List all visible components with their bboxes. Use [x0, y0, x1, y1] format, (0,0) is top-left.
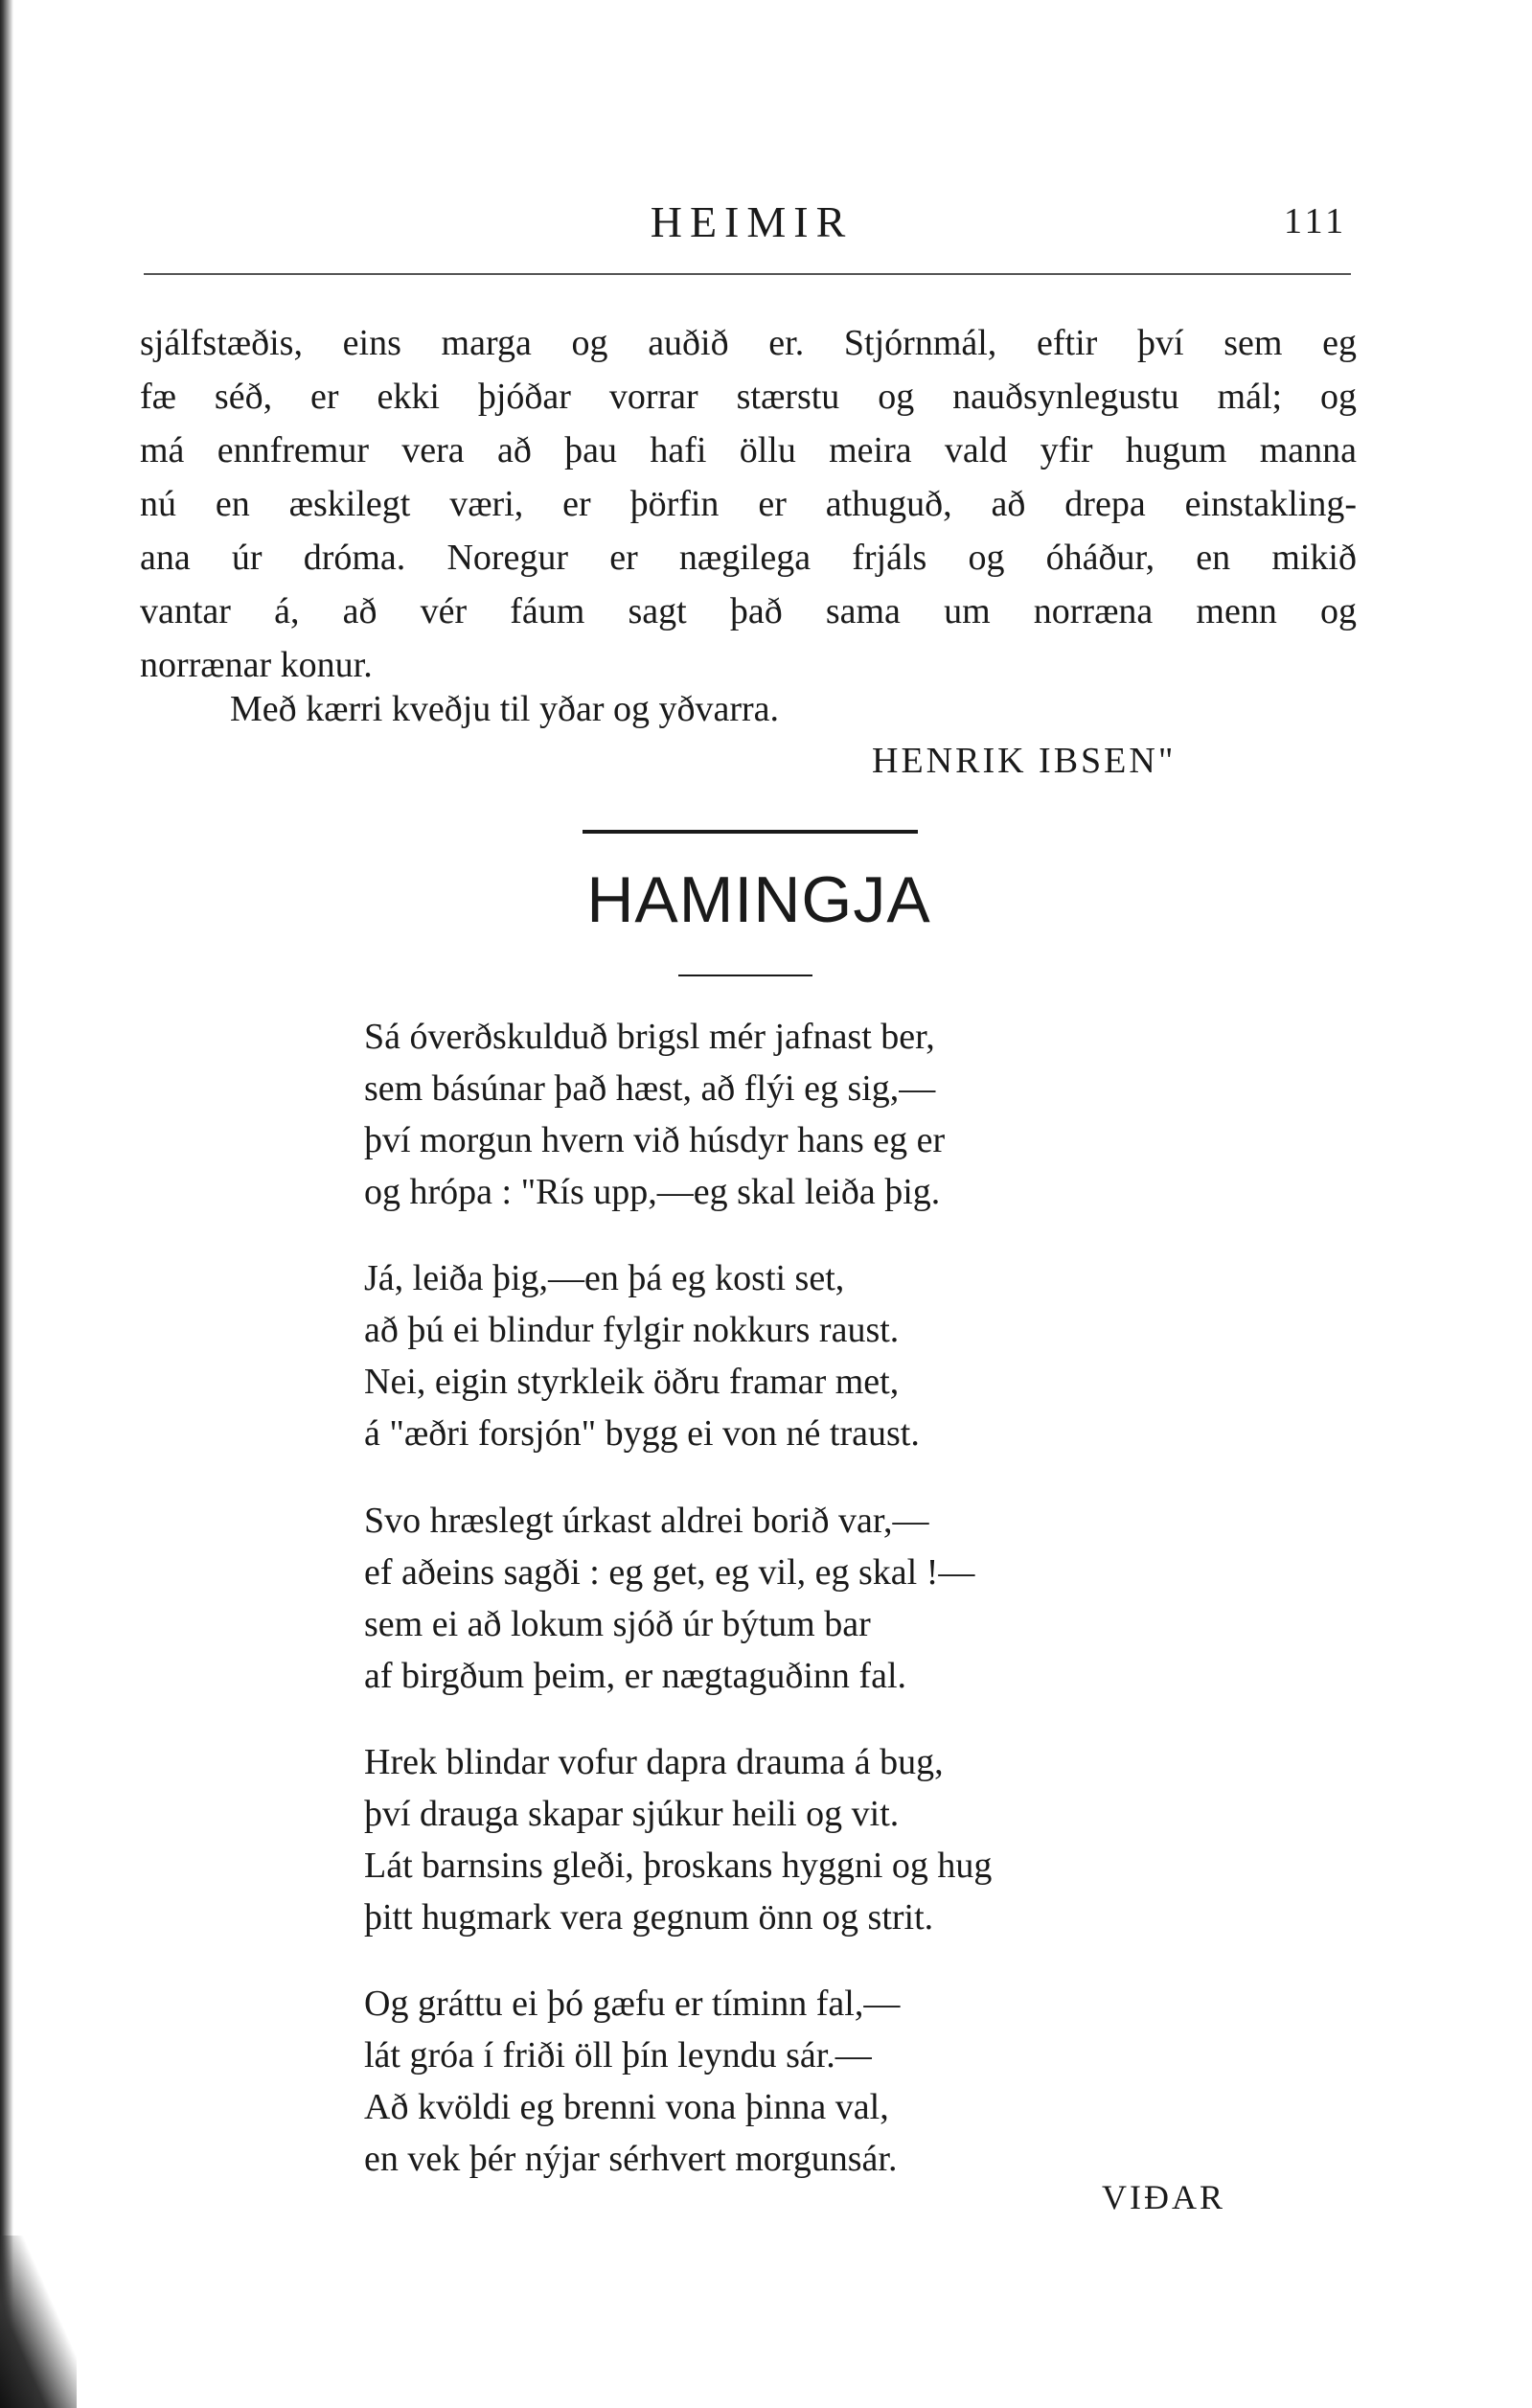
letter-closing: Með kærri kveðju til yðar og yðvarra. — [230, 689, 780, 729]
running-title: HEIMIR — [650, 197, 854, 246]
verse-line: ef aðeins sagði : eg get, eg vil, eg skal !— — [364, 1552, 975, 1593]
poem-author: VIÐAR — [1102, 2178, 1225, 2216]
verse-line: sem ei að lokum sjóð úr býtum bar — [364, 1604, 871, 1644]
letter-line: ana úr dróma. Noregur er nægilega frjáls og óháður, en mikið — [140, 538, 1357, 578]
verse-line: því drauga skapar sjúkur heili og vit. — [364, 1794, 900, 1834]
poem-title: HAMINGJA — [586, 863, 931, 936]
running-head — [0, 196, 1532, 254]
poem-body — [364, 1011, 1226, 2219]
verse-line: Svo hræslegt úrkast aldrei borið var,— — [364, 1501, 929, 1541]
stanza — [364, 1252, 1226, 1459]
verse-line: Og gráttu ei þó gæfu er tíminn fal,— — [364, 1984, 901, 2024]
letter-line: fæ séð, er ekki þjóðar vorrar stærstu og nauðsynlegustu mál; og — [140, 377, 1357, 417]
verse-line: en vek þér nýjar sérhvert morgunsár. — [364, 2139, 898, 2179]
page-number: 111 — [1284, 201, 1348, 241]
letter-line: norrænar konur. — [140, 645, 373, 685]
verse-line: og hrópa : "Rís upp,—eg skal leiða þig. — [364, 1172, 941, 1212]
letter-text — [140, 316, 1357, 692]
verse-line: Já, leiða þig,—en þá eg kosti set, — [364, 1258, 845, 1298]
stanza — [364, 1495, 1226, 1702]
letter-signature: HENRIK IBSEN" — [872, 741, 1177, 781]
stanza — [364, 1978, 1226, 2185]
verse-line: af birgðum þeim, er nægtaguðinn fal. — [364, 1656, 907, 1696]
verse-line: sem básúnar það hæst, að flýi eg sig,— — [364, 1068, 936, 1109]
verse-line: lát gróa í friði öll þín leyndu sár.— — [364, 2035, 872, 2075]
verse-line: þitt hugmark vera gegnum önn og strit. — [364, 1897, 934, 1938]
section-divider-top — [583, 830, 918, 834]
verse-line: því morgun hvern við húsdyr hans eg er — [364, 1120, 946, 1160]
verse-line: á "æðri forsjón" bygg ei von né traust. — [364, 1413, 920, 1454]
letter-line: vantar á, að vér fáum sagt það sama um norræna menn og — [140, 591, 1357, 631]
verse-line: Sá óverðskulduð brigsl mér jafnast ber, — [364, 1017, 935, 1057]
header-rule — [144, 273, 1351, 275]
letter-line: nú en æskilegt væri, er þörfin er athuguð, að drepa einstakling- — [140, 484, 1357, 524]
verse-line: Að kvöldi eg brenni vona þinna val, — [364, 2087, 889, 2127]
letter-line: sjálfstæðis, eins marga og auðið er. Stjórnmál, eftir því sem eg — [140, 323, 1357, 363]
stanza — [364, 1011, 1226, 1218]
verse-line: Nei, eigin styrkleik öðru framar met, — [364, 1362, 900, 1402]
verse-line: að þú ei blindur fylgir nokkurs raust. — [364, 1310, 900, 1350]
letter-line: má ennfremur vera að þau hafi öllu meira vald yfir hugum manna — [140, 430, 1357, 470]
section-divider-bottom — [678, 975, 812, 976]
verse-line: Lát barnsins gleði, þroskans hyggni og hug — [364, 1846, 993, 1886]
verse-line: Hrek blindar vofur dapra drauma á bug, — [364, 1742, 944, 1782]
stanza — [364, 1736, 1226, 1943]
